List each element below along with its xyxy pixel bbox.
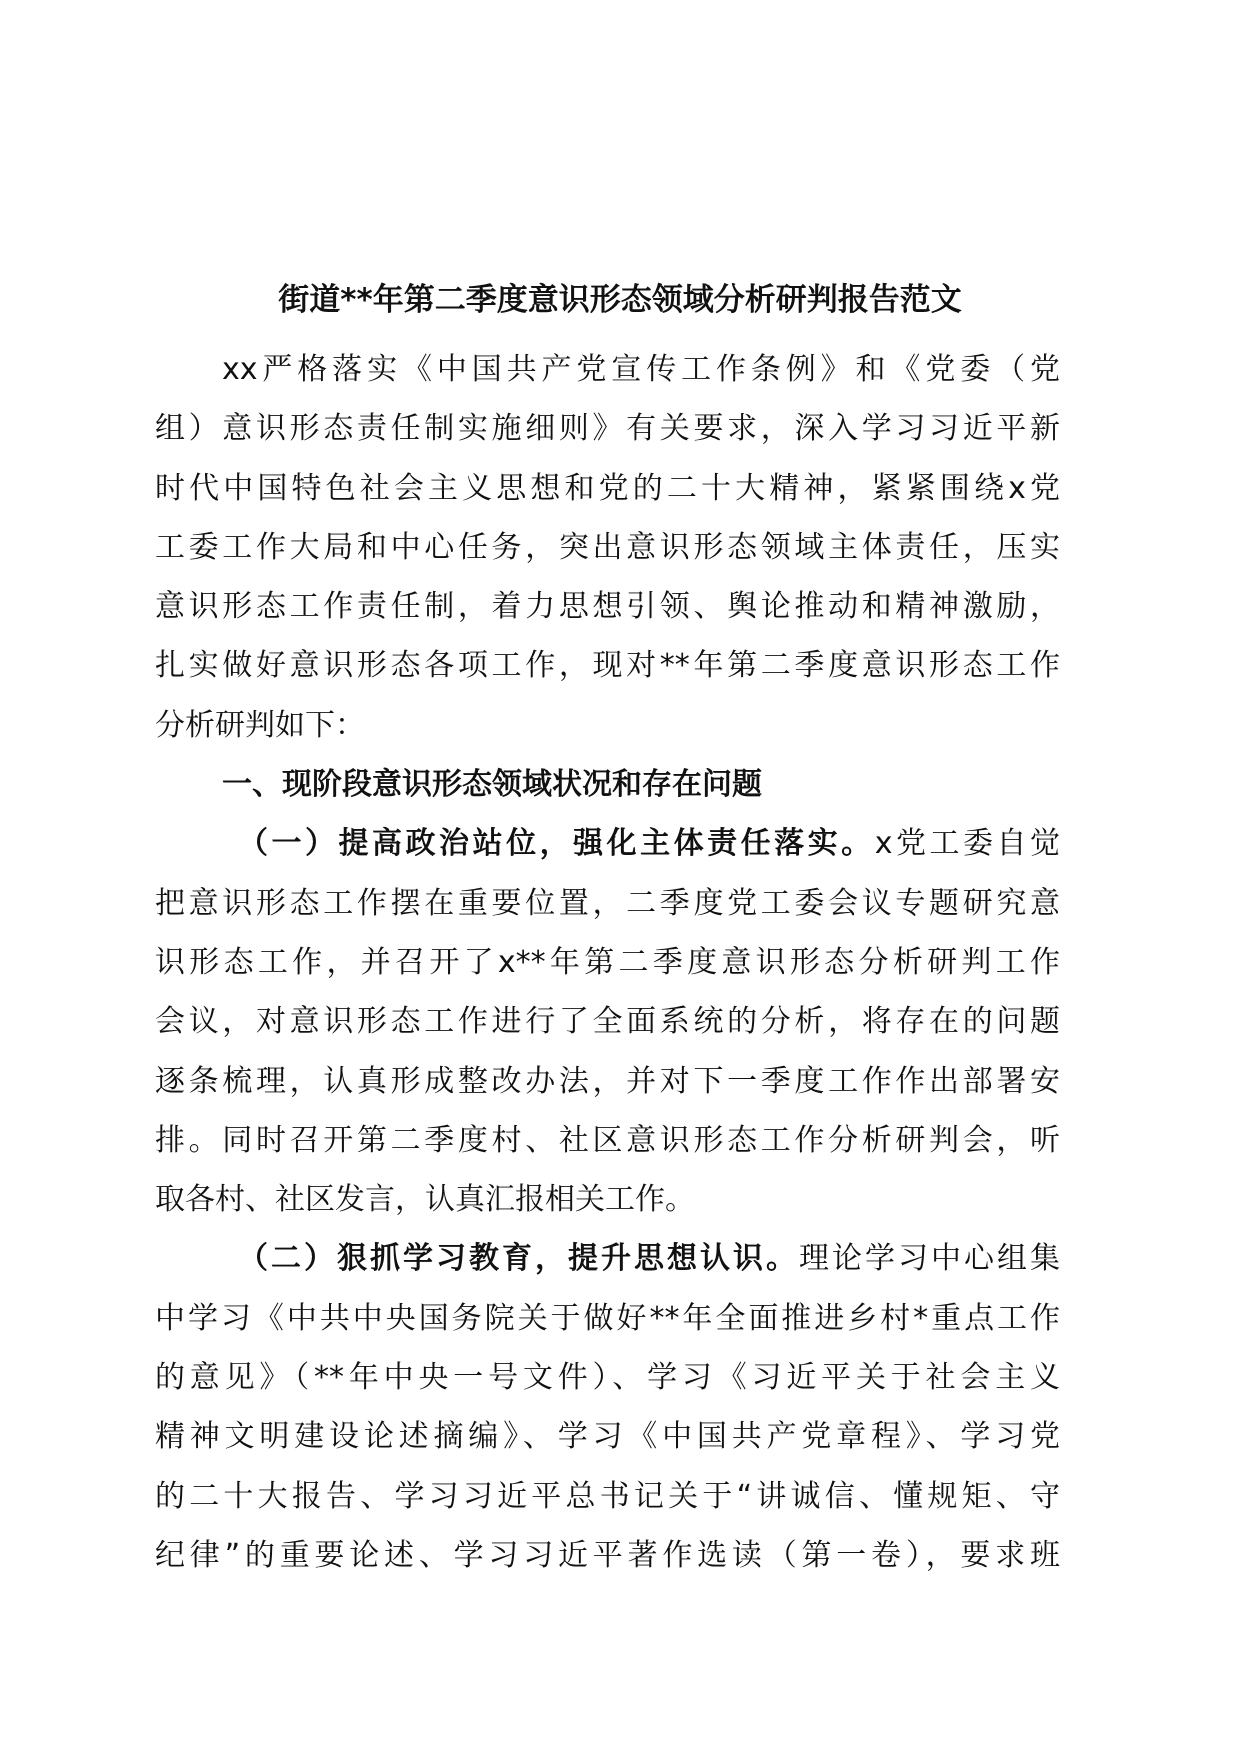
text-segment: 理论学习中心组集 — [799, 1241, 1060, 1277]
section-heading: 一、现阶段意识形态领域状况和存在问题 — [222, 767, 762, 803]
subsection-lead: （二）狠抓学习教育，提升思想认识。 — [238, 1241, 799, 1277]
text-line — [155, 1229, 1060, 1288]
intro-paragraph — [155, 340, 1060, 755]
text-line — [155, 814, 1060, 873]
document-body — [155, 340, 1060, 1585]
text-line: 时代中国特色社会主义思想和党的二十大精神，紧紧围绕x党 — [155, 470, 1060, 506]
text-line: 纪律”的重要论述、学习习近平著作选读（第一卷），要求班 — [155, 1537, 1060, 1573]
text-line: 意识形态工作责任制，着力思想引领、舆论推动和精神激励， — [155, 589, 1060, 625]
text-line: 分析研判如下： — [155, 707, 365, 743]
text-line: xx严格落实《中国共产党宣传工作条例》和《党委（党 — [222, 352, 1060, 387]
subsection-lead: （一）提高政治站位，强化主体责任落实。 — [238, 826, 875, 862]
text-line: 识形态工作，并召开了x**年第二季度意识形态分析研判工作 — [155, 944, 1060, 980]
text-line: 扎实做好意识形态各项工作，现对**年第二季度意识形态工作 — [155, 648, 1060, 684]
text-segment: x党工委自觉 — [874, 826, 1060, 862]
subsection-2 — [155, 1229, 1060, 1585]
text-line: 的意见》（**年中央一号文件）、学习《习近平关于社会主义 — [155, 1360, 1060, 1396]
text-line: 排。同时召开第二季度村、社区意识形态工作分析研判会，听 — [155, 1122, 1060, 1158]
text-line: 会议，对意识形态工作进行了全面系统的分析，将存在的问题 — [155, 1004, 1060, 1040]
text-line: 取各村、社区发言，认真汇报相关工作。 — [155, 1182, 695, 1218]
text-line: 精神文明建设论述摘编》、学习《中国共产党章程》、学习党 — [155, 1419, 1060, 1455]
text-line: 工委工作大局和中心任务，突出意识形态领域主体责任，压实 — [155, 529, 1060, 565]
text-line: 组）意识形态责任制实施细则》有关要求，深入学习习近平新 — [155, 411, 1060, 447]
text-line: 中学习《中共中央国务院关于做好**年全面推进乡村*重点工作 — [155, 1300, 1060, 1336]
subsection-1 — [155, 814, 1060, 1229]
text-line: 逐条梳理，认真形成整改办法，并对下一季度工作作出部署安 — [155, 1063, 1060, 1099]
text-line: 的二十大报告、学习习近平总书记关于“讲诚信、懂规矩、守 — [155, 1478, 1060, 1514]
document-title: 街道**年第二季度意识形态领域分析研判报告范文 — [278, 282, 962, 318]
text-line: 把意识形态工作摆在重要位置，二季度党工委会议专题研究意 — [155, 885, 1060, 921]
